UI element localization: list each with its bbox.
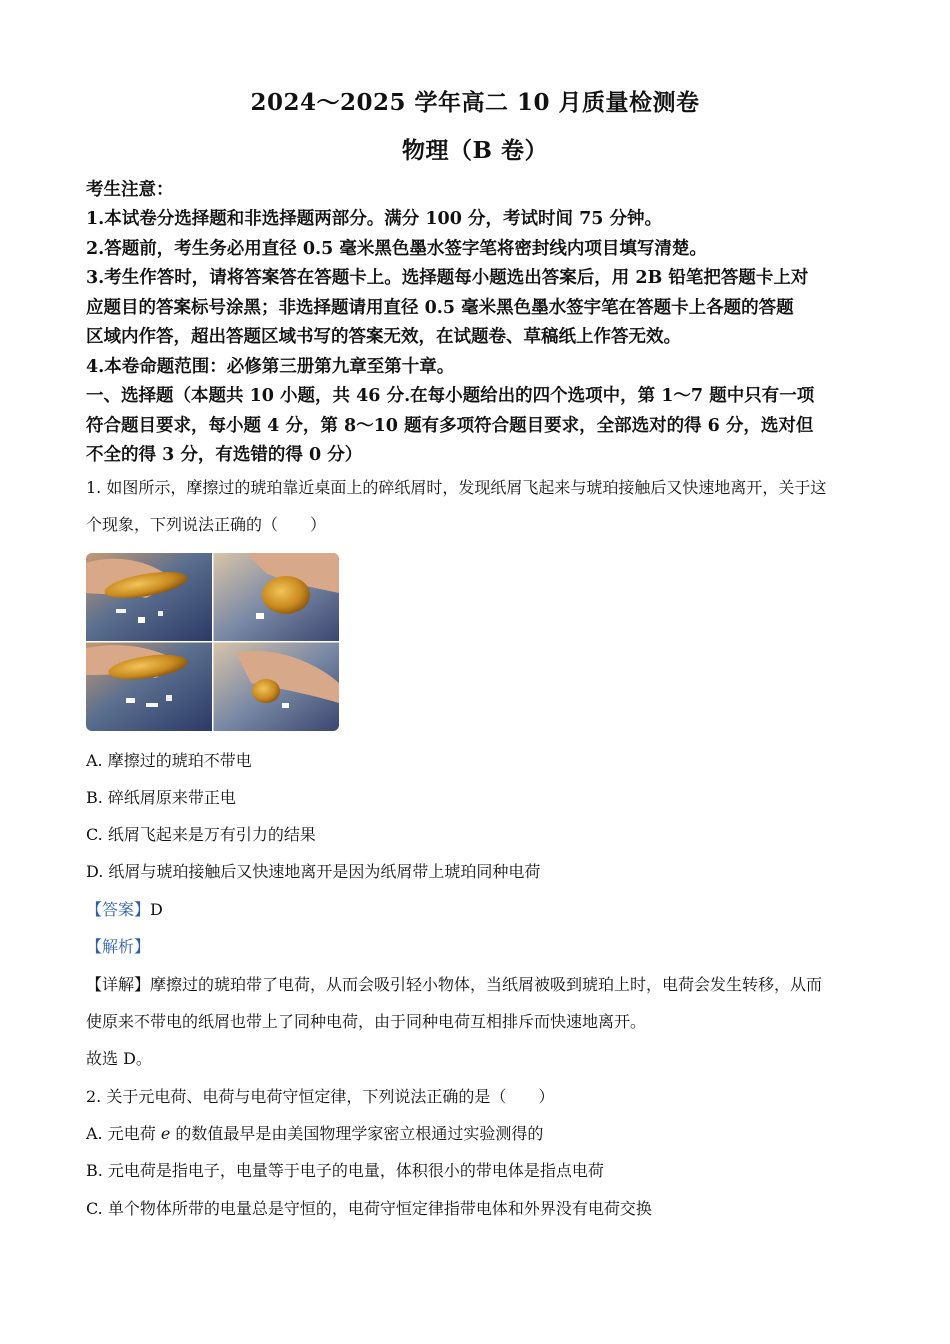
answer-label: 【答案】 (86, 900, 151, 919)
q2-option-a-suffix: 的数值最早是由美国物理学家密立根通过实验测得的 (170, 1124, 544, 1143)
exam-subtitle: 物理（B 卷） (402, 137, 548, 164)
analysis-label: 【解析】 (86, 937, 151, 956)
notice-line-6: 4.本卷命题范围：必修第三册第九章至第十章。 (86, 357, 455, 377)
exam-title: 2024～2025 学年高二 10 月质量检测卷 (250, 89, 700, 116)
notice-heading: 考生注意： (86, 180, 174, 200)
q1-option-c: C. 纸屑飞起来是万有引力的结果 (86, 825, 316, 844)
q1-option-b: B. 碎纸屑原来带正电 (86, 788, 236, 807)
section-heading-line-3: 不全的得 3 分，有选错的得 0 分） (86, 445, 363, 465)
q1-option-d: D. 纸屑与琥珀接触后又快速地离开是因为纸屑带上琥珀同种电荷 (86, 862, 541, 881)
q2-option-b: B. 元电荷是指电子，电量等于电子的电量，体积很小的带电体是指点电荷 (86, 1161, 604, 1180)
amber-experiment-photo (86, 553, 339, 731)
elementary-charge-symbol: e (160, 1124, 171, 1143)
q2-option-c: C. 单个物体所带的电量总是守恒的，电荷守恒定律指带电体和外界没有电荷交换 (86, 1199, 652, 1218)
q1-detail-line-2: 使原来不带电的纸屑也带上了同种电荷，由于同种电荷互相排斥而快速地离开。 (86, 1012, 647, 1031)
q1-option-a: A. 摩擦过的琥珀不带电 (86, 751, 252, 770)
q1-detail-line-1: 【详解】摩擦过的琥珀带了电荷，从而会吸引轻小物体，当纸屑被吸到琥珀上时，电荷会发生转移，从而 (86, 975, 823, 994)
notice-line-2: 2.答题前，考生务必用直径 0.5 毫米黑色墨水签字笔将密封线内项目填写清楚。 (86, 239, 707, 259)
q1-answer (86, 891, 876, 928)
notice-line-5: 区域内作答，超出答题区域书写的答案无效，在试题卷、草稿纸上作答无效。 (86, 327, 681, 347)
q1-stem-line-1: 1. 如图所示，摩擦过的琥珀靠近桌面上的碎纸屑时，发现纸屑飞起来与琥珀接触后又快速地离开，关于这 (86, 478, 827, 497)
q2-option-a (86, 1115, 876, 1152)
section-heading-line-1: 一、选择题（本题共 10 小题，共 46 分.在每小题给出的四个选项中，第 1～7 题中只有一项 (86, 386, 815, 406)
notice-line-3: 3.考生作答时，请将答案答在答题卡上。选择题每小题选出答案后，用 2B 铅笔把答题卡上对 (86, 268, 809, 288)
q1-stem-line-2: 个现象，下列说法正确的（ ） (86, 515, 327, 534)
q2-stem: 2. 关于元电荷、电荷与电荷守恒定律，下列说法正确的是（ ） (86, 1087, 555, 1106)
q2-option-a-prefix: A. 元电荷 (86, 1124, 161, 1143)
q1-conclusion: 故选 D。 (86, 1049, 152, 1068)
notice-line-1: 1.本试卷分选择题和非选择题两部分。满分 100 分，考试时间 75 分钟。 (86, 209, 663, 229)
notice-line-4: 应题目的答案标号涂黑；非选择题请用直径 0.5 毫米黑色墨水签宇笔在答题卡上各题的答题 (86, 298, 794, 318)
answer-value: D (150, 900, 163, 919)
section-heading-line-2: 符合题目要求，每小题 4 分，第 8～10 题有多项符合题目要求，全部选对的得 6 分，选对但 (86, 416, 814, 436)
